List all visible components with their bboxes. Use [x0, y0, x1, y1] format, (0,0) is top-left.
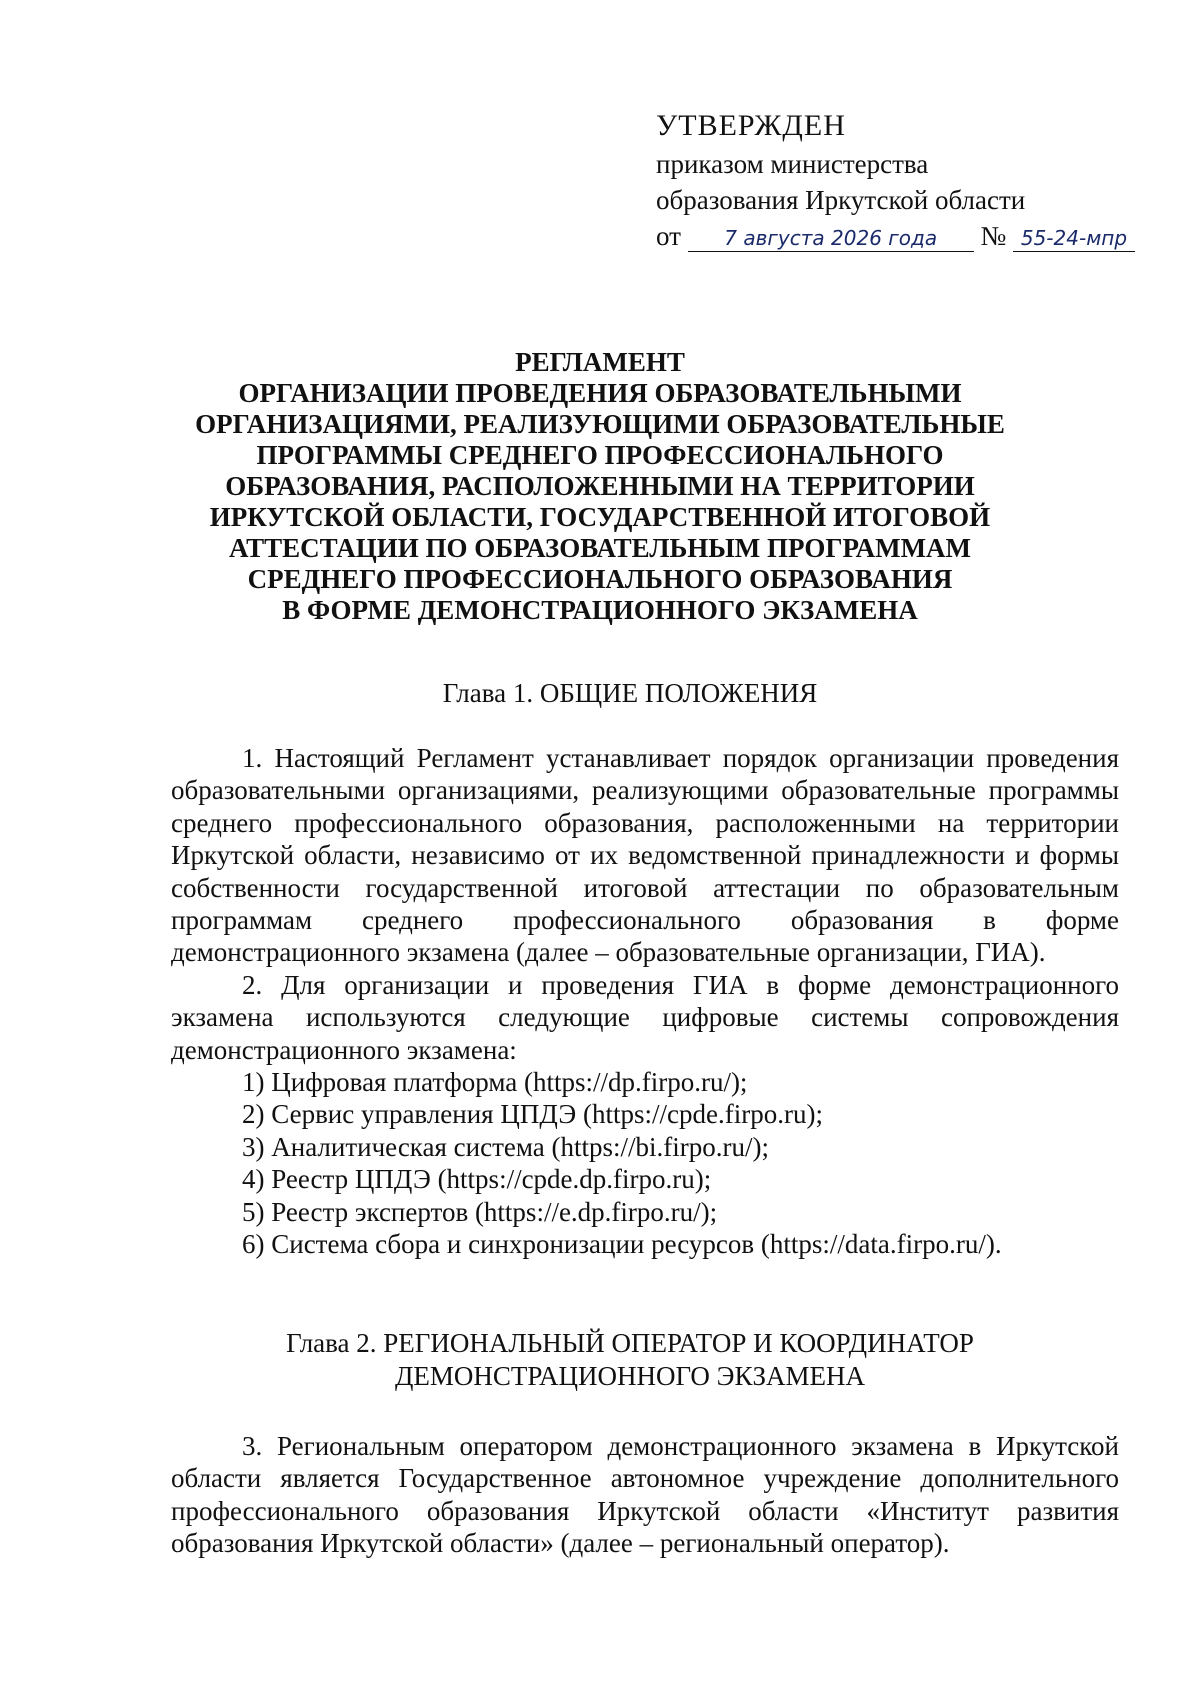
title-line: ОРГАНИЗАЦИИ ПРОВЕДЕНИЯ ОБРАЗОВАТЕЛЬНЫМИ: [238, 378, 962, 408]
list-item: 5) Реестр экспертов (https://e.dp.firpo.ru/);: [242, 1196, 718, 1227]
title-line: В ФОРМЕ ДЕМОНСТРАЦИОННОГО ЭКЗАМЕНА: [282, 595, 918, 625]
paragraph-2: 2. Для организации и проведения ГИА в форме демонстрационного экзамена используются следующие цифровые системы сопровождения демонстрационного экзамена:: [171, 969, 1119, 1065]
chapter-1-heading-text: Глава 1. ОБЩИЕ ПОЛОЖЕНИЯ: [442, 678, 818, 708]
title-line: ОРГАНИЗАЦИЯМИ, РЕАЛИЗУЮЩИМИ ОБРАЗОВАТЕЛЬНЫЕ: [195, 409, 1005, 439]
number-sign: №: [980, 221, 1007, 251]
paragraph-3: 3. Региональным оператором демонстрационного экзамена в Иркутской области является Государственное автономное учреждение дополнительного профессионального образования Иркутской области «Институт развития образования Иркутской области» (далее – региональный оператор).: [171, 1431, 1119, 1559]
from-label: от: [656, 221, 681, 251]
list-item: 4) Реестр ЦПДЭ (https://cpde.dp.firpo.ru);: [242, 1164, 712, 1195]
chapter-1-body: [171, 742, 1119, 1261]
chapter-1-heading: [190, 677, 1070, 710]
chapter-2-heading-line-2: ДЕМОНСТРАЦИОННОГО ЭКЗАМЕНА: [394, 1361, 865, 1391]
title-line: ОБРАЗОВАНИЯ, РАСПОЛОЖЕННЫМИ НА ТЕРРИТОРИИ: [225, 471, 975, 501]
title-line: АТТЕСТАЦИИ ПО ОБРАЗОВАТЕЛЬНЫМ ПРОГРАММАМ: [228, 533, 972, 563]
list-item: 6) Система сбора и синхронизации ресурсов (https://data.firpo.ru/).: [242, 1229, 1002, 1260]
title-line: ПРОГРАММЫ СРЕДНЕГО ПРОФЕССИОНАЛЬНОГО: [256, 440, 944, 470]
list-item: 2) Сервис управления ЦПДЭ (https://cpde.firpo.ru);: [242, 1099, 823, 1130]
approved-label: УТВЕРЖДЕН: [656, 109, 846, 142]
handwritten-date: 7 августа 2026 года: [688, 225, 974, 252]
approval-line-1: приказом министерства: [656, 149, 929, 179]
paragraph-1: 1. Настоящий Регламент устанавливает порядок организации проведения образовательными организациями, реализующими образовательные программы среднего профессионального образования, расположенными на территории Иркутской области, независимо от их ведомственной принадлежности и формы собственности государственной итоговой аттестации по образовательным программам среднего профессионального образования в форме демонстрационного экзамена (далее – образовательные организации, ГИА).: [171, 743, 1119, 968]
title-line: РЕГЛАМЕНТ: [515, 347, 685, 377]
approval-stamp: [656, 108, 1135, 254]
document-title: [150, 347, 1050, 626]
chapter-2-heading-line-1: Глава 2. РЕГИОНАЛЬНЫЙ ОПЕРАТОР И КООРДИНАТОР: [286, 1328, 974, 1358]
chapter-2-heading: [190, 1327, 1070, 1393]
title-line: ИРКУТСКОЙ ОБЛАСТИ, ГОСУДАРСТВЕННОЙ ИТОГОВОЙ: [209, 502, 991, 532]
chapter-2-body: [171, 1430, 1119, 1560]
list-item: 1) Цифровая платформа (https://dp.firpo.ru/);: [242, 1067, 748, 1098]
title-line: СРЕДНЕГО ПРОФЕССИОНАЛЬНОГО ОБРАЗОВАНИЯ: [247, 564, 953, 594]
approval-date-line: [656, 218, 1135, 254]
list-item: 3) Аналитическая система (https://bi.firpo.ru/);: [242, 1131, 769, 1162]
approval-line-2: образования Иркутской области: [656, 185, 1026, 215]
handwritten-number: 55-24-мпр: [1013, 225, 1135, 252]
